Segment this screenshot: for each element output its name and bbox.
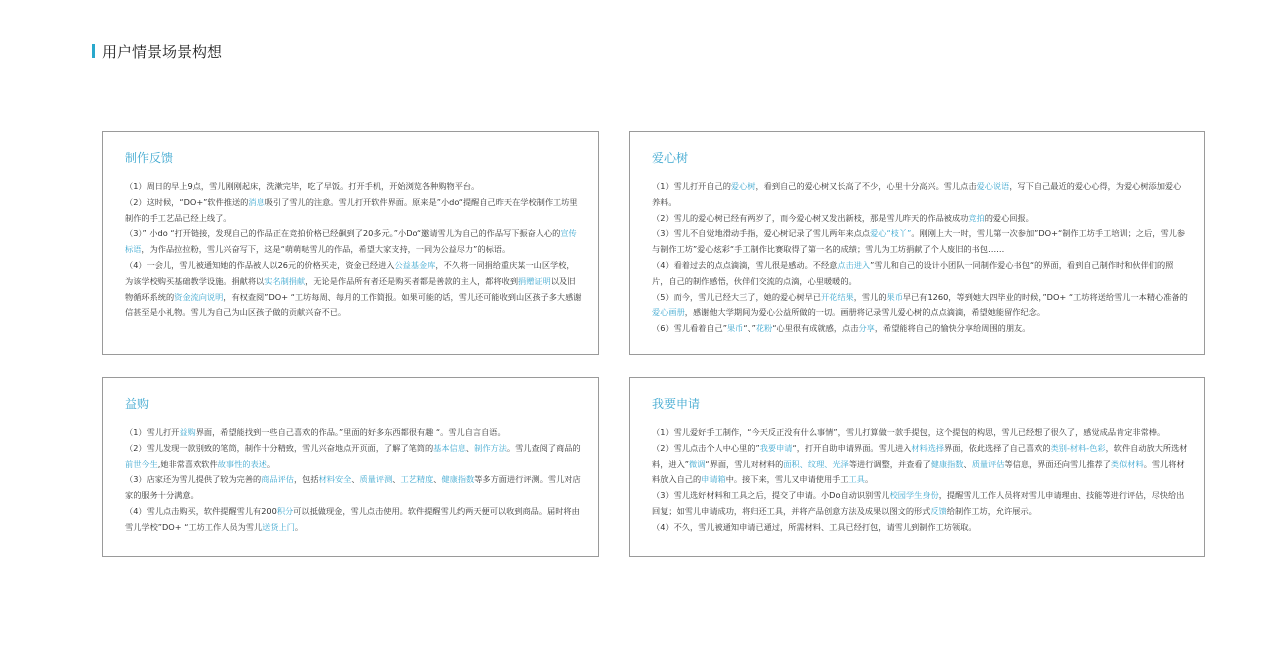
- paragraph-text: ”雪儿和自己的设计小团队一同制作爱心书包“的界面，看到自己制作时和伙伴们的照片，自己的制作感悟，伙伴们交流的点滴，心里暖暖的。: [652, 259, 1174, 286]
- highlight-keyword: 送货上门: [262, 521, 295, 532]
- highlight-keyword: 申请箱: [701, 474, 726, 485]
- highlight-keyword: 健康指数: [930, 458, 964, 469]
- highlight-keyword: 质量评估: [971, 458, 1005, 469]
- highlight-keyword: 类似材料: [1110, 458, 1144, 469]
- paragraph-text: （2）雪儿点击个人中心里的”: [652, 442, 760, 453]
- card-paragraph: [652, 441, 1188, 488]
- highlight-keyword: 商品评估: [261, 474, 294, 485]
- highlight-keyword: 材料选择: [911, 442, 945, 453]
- paragraph-text: 、: [433, 474, 442, 485]
- paragraph-text: 界面，依此选择了自己喜欢的: [944, 442, 1051, 453]
- paragraph-text: 给制作工坊，允许展示。: [946, 505, 1037, 516]
- card-paragraph: [125, 195, 582, 227]
- highlight-keyword: 基本信息: [433, 442, 466, 453]
- highlight-keyword: 工艺精度: [400, 474, 434, 485]
- card-paragraph: [125, 441, 582, 473]
- title-accent-bar: [92, 44, 95, 58]
- highlight-keyword: 资金流向说明: [174, 291, 224, 302]
- highlight-keyword: 公益基金库: [394, 259, 436, 270]
- paragraph-text: ，提醒雪儿工作人员将对雪儿申请理由、技能等进行评估，尽快给出回复；如雪儿申请成功，将归还工具，并将产品创意方法及成果以图文的形式: [652, 490, 1185, 516]
- paragraph-text: 。: [864, 474, 874, 485]
- paragraph-text: 。刚刚上大一时，雪儿第一次参加”DO+“制作工坊手工培训；之后，雪儿参与制作工坊”爱心炫彩“手工制作比赛取得了第一名的成绩；雪儿为工坊捐献了个人废旧的书包……: [652, 228, 1186, 255]
- paragraph-text: 。雪儿查阅了商品的: [506, 442, 581, 453]
- card-paragraph: [125, 258, 582, 321]
- paragraph-text: （2）雪儿的爱心树已经有两岁了，而今爱心树又发出新枝，那是雪儿昨天的作品被成功: [652, 212, 969, 223]
- highlight-keyword: 工具: [848, 474, 865, 485]
- paragraph-text: ，不久将一同捐给重庆某一山区学校，为该学校购买基础教学设施。捐献将以: [125, 259, 575, 286]
- card-paragraph: [652, 290, 1188, 322]
- paragraph-text: 吸引了雪儿的注意。雪儿打开软件界面。原来是”小do“提醒自己昨天在学校制作工坊里制作的手工艺品已经上线了。: [125, 196, 578, 223]
- card-paragraph: [652, 520, 1188, 536]
- highlight-keyword: 面积、纹理、光泽: [783, 458, 849, 469]
- paragraph-text: 等多方面进行评测。雪儿对店家的服务十分满意。: [125, 474, 581, 501]
- paragraph-text: “心里很有成就感，点击: [772, 323, 859, 334]
- highlight-keyword: 材料安全: [318, 474, 352, 485]
- card-paragraph: [652, 226, 1188, 258]
- card-paragraph: [652, 211, 1188, 227]
- card-paragraph: [125, 472, 582, 504]
- card-title: 益购: [125, 397, 150, 411]
- card-paragraph: [652, 321, 1188, 337]
- paragraph-text: 以及旧物循环系统的: [125, 275, 576, 302]
- highlight-keyword: 反馈: [930, 505, 947, 516]
- paragraph-text: 中。接下来，雪儿又申请使用手工: [725, 474, 849, 485]
- card-love-tree: [629, 131, 1205, 355]
- highlight-keyword: 制作方法: [474, 442, 507, 453]
- card-paragraph: [652, 425, 1188, 441]
- highlight-keyword: 校园学生身份: [889, 490, 939, 501]
- highlight-keyword: 我要申请: [759, 442, 793, 453]
- highlight-keyword: 积分: [276, 505, 294, 516]
- highlight-keyword: 爱心说语: [976, 181, 1010, 191]
- card-paragraph: [125, 226, 582, 258]
- highlight-keyword: 捐赠证明: [518, 275, 551, 286]
- card-paragraph: [652, 258, 1188, 290]
- paragraph-text: 的爱心回报。: [984, 212, 1034, 223]
- paragraph-text: ，看到自己的爱心树又长高了不少，心里十分高兴。雪儿点击: [755, 181, 977, 191]
- highlight-keyword: 质量评测: [359, 474, 393, 485]
- paragraph-text: ，写下自己最近的爱心心得，为爱心树添加爱心养料。: [652, 181, 1182, 207]
- card-body: [125, 425, 582, 536]
- paragraph-text: ，希望能将自己的愉快分享给周围的朋友。: [874, 323, 1031, 334]
- highlight-keyword: 果币: [726, 323, 744, 334]
- paragraph-text: （1）雪儿打开自己的: [652, 181, 731, 191]
- paragraph-text: （3）店家还为雪儿提供了较为完善的: [125, 474, 262, 485]
- paragraph-text: （6）雪儿看着自己”: [652, 323, 727, 334]
- paragraph-text: ，雪儿的: [853, 291, 887, 302]
- highlight-keyword: 爱心“枝丫”: [870, 228, 912, 239]
- paragraph-text: （2）雪儿发现一款别致的笔筒，制作十分精致，雪儿兴奋地点开页面，了解了笔筒的: [125, 442, 434, 453]
- paragraph-text: （4）雪儿点击购买，软件提醒雪儿有200: [125, 505, 277, 516]
- highlight-keyword: 竞拍: [968, 212, 985, 223]
- highlight-keyword: 果币: [886, 291, 903, 302]
- paragraph-text: 、: [963, 458, 972, 469]
- highlight-keyword: 类别-材料-色彩: [1050, 442, 1106, 453]
- paragraph-text: （5）而今，雪儿已经大三了，她的爱心树早已: [652, 291, 821, 302]
- highlight-keyword: 爱心画册: [652, 307, 685, 318]
- paragraph-text: （3）雪儿选好材料和工具之后，提交了申请。小Do自动识别雪儿: [652, 490, 890, 501]
- card-paragraph: [125, 504, 582, 536]
- card-paragraph: [125, 179, 582, 195]
- card-paragraph: [125, 425, 582, 441]
- paragraph-text: 。: [294, 521, 304, 532]
- highlight-keyword: 花粉: [755, 323, 773, 334]
- highlight-keyword: 益购: [179, 427, 196, 437]
- card-body: [125, 179, 582, 321]
- paragraph-text: ，无论是作品所有者还是购买者都是善款的主人，都将收到: [305, 275, 519, 286]
- page-title: 用户情景场景构想: [102, 43, 223, 61]
- paragraph-text: 界面，希望能找到一些自己喜欢的作品。”里面的好多东西都很有趣 “。雪儿自言自语。: [195, 427, 506, 437]
- highlight-keyword: 前世今生: [125, 458, 158, 469]
- paragraph-text: ，软件自动放大所选材料，进入”: [652, 442, 1188, 469]
- highlight-keyword: 点击进入: [837, 259, 871, 270]
- highlight-keyword: 开花结果: [820, 291, 854, 302]
- paragraph-text: （4）不久，雪儿被通知申请已通过，所需材料、工具已经打包，请雪儿到制作工坊领取。: [652, 521, 977, 532]
- card-body: [652, 425, 1188, 536]
- card-title: 我要申请: [652, 397, 701, 411]
- highlight-keyword: 宣传标语: [125, 228, 577, 255]
- highlight-keyword: 爱心树: [730, 181, 756, 191]
- paragraph-text: （4）一会儿，雪儿被通知她的作品被人以26元的价格买走，资金已经进入: [125, 259, 395, 270]
- paragraph-text: 。: [266, 458, 276, 469]
- paragraph-text: ，感谢他大学期间为爱心公益所做的一切。画册将记录雪儿爱心树的点点滴滴，希望她能留作纪念。: [684, 307, 1046, 318]
- paragraph-text: “、”: [743, 323, 756, 334]
- card-body: [652, 179, 1188, 337]
- paragraph-text: ，包括: [293, 474, 319, 485]
- highlight-keyword: 健康指数: [441, 474, 475, 485]
- paragraph-text: 等进行调整，并查看了: [848, 458, 931, 469]
- highlight-keyword: 故事性的表述: [217, 458, 267, 469]
- paragraph-text: 、: [392, 474, 401, 485]
- card-paragraph: [652, 488, 1188, 520]
- paragraph-text: 、: [465, 442, 475, 453]
- highlight-keyword: 实名制捐献: [264, 275, 306, 286]
- highlight-keyword: 微调: [689, 458, 706, 469]
- paragraph-text: 、: [351, 474, 360, 485]
- paragraph-text: ,她非常喜欢软件: [157, 458, 218, 469]
- paragraph-text: （2）这时候，“DO+”软件推送的: [125, 196, 249, 207]
- highlight-keyword: 分享: [858, 323, 875, 334]
- paragraph-text: “，打开自助申请界面。雪儿进入: [792, 442, 912, 453]
- highlight-keyword: 消息: [248, 196, 265, 207]
- card-title: 制作反馈: [125, 151, 174, 165]
- paragraph-text: ，为作品拉拉粉，雪儿兴奋写下，这是“萌萌哒雪儿的作品，希望大家支持，一同为公益尽力”的标语。: [141, 244, 511, 255]
- card-production-feedback: [102, 131, 599, 355]
- paragraph-text: （1）雪儿打开: [125, 427, 180, 437]
- card-apply: [629, 377, 1205, 557]
- paragraph-text: 可以抵做现金，雪儿点击使用。软件提醒雪儿约两天便可以收到商品。届时将由雪儿学校”DO+ “工坊工作人员为雪儿: [125, 505, 580, 532]
- card-charity-purchase: [102, 377, 599, 557]
- paragraph-text: 。雪儿将材料放入自己的: [652, 458, 1185, 485]
- card-title: 爱心树: [652, 151, 689, 165]
- paragraph-text: （4）看着过去的点点滴滴，雪儿很是感动。不经意: [652, 259, 838, 270]
- paragraph-text: （1）周日的早上9点，雪儿刚刚起床，洗漱完毕，吃了早饭。打开手机，开始浏览各种购物平台。: [125, 181, 480, 191]
- paragraph-text: ，有权查阅”DO+ “工坊每周、每月的工作简报。如果可能的话，雪儿还可能收到山区孩子多大感谢信甚至是小礼物。雪儿为自己为山区孩子做的贡献兴奋不已。: [125, 291, 582, 318]
- paragraph-text: 早已有1260，等到她大四毕业的时候，”DO+ “工坊将送给雪儿一本精心准备的: [902, 291, 1188, 302]
- paragraph-text: （3）雪儿不自觉地滑动手指，爱心树记录了雪儿两年来点点: [652, 228, 871, 239]
- paragraph-text: “界面，雪儿对材料的: [705, 458, 784, 469]
- card-paragraph: [652, 179, 1188, 211]
- paragraph-text: （3）” 小do “打开链接，发现自己的作品正在竞拍价格已经飙到了20多元。”小Do“邀请雪儿为自己的作品写下振奋人心的: [125, 228, 561, 239]
- paragraph-text: 等信息，界面还向雪儿推荐了: [1004, 458, 1111, 469]
- paragraph-text: （1）雪儿爱好手工制作，“今天反正没有什么事情”，雪儿打算做一款手提包，这个提包的构思，雪儿已经想了很久了，感觉成品肯定非常棒。: [652, 427, 1166, 437]
